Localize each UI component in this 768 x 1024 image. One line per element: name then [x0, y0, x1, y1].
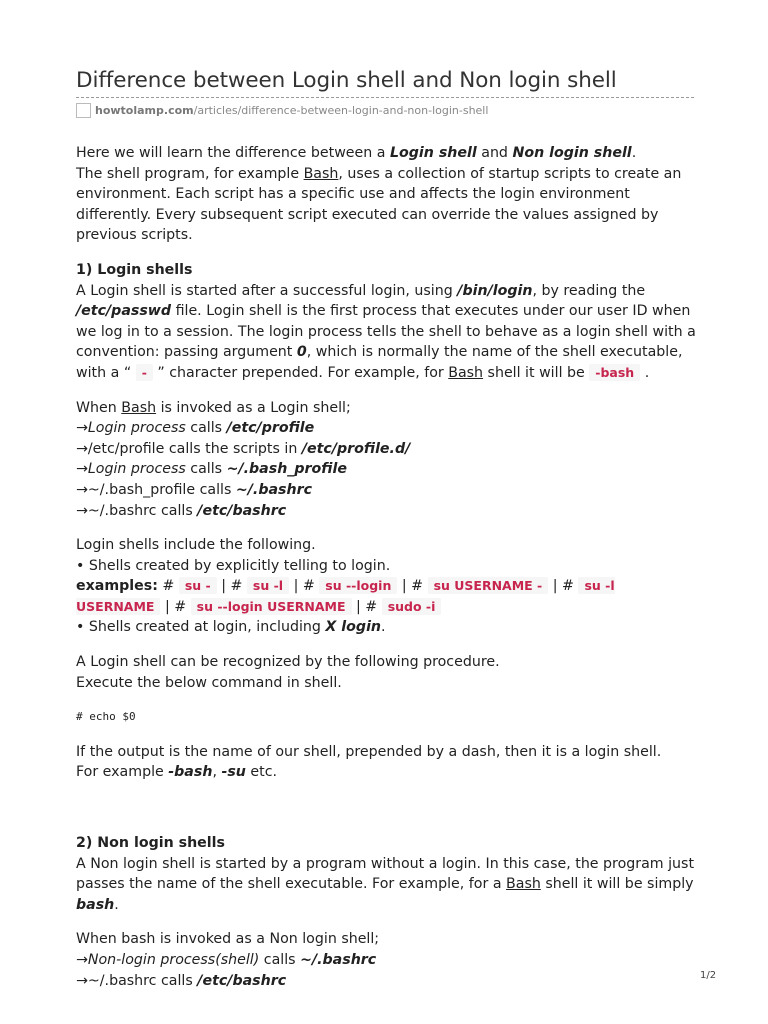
call-chain-4: →~/.bash_profile calls ~/.bashrc [76, 481, 312, 498]
intro-line1: Here we will learn the difference between a Login shell and Non login shell. [76, 145, 637, 161]
bash-link[interactable]: Bash [303, 165, 339, 182]
recognize-line2: Execute the below command in shell. [76, 674, 342, 691]
example-code: su --login [319, 577, 397, 594]
example-code: su -l [247, 577, 289, 594]
source-path: /articles/difference-between-login-and-non-login-shell [193, 103, 489, 117]
nonlogin-chain-1: →Non-login process(shell) calls ~/.bashrc [76, 952, 377, 968]
source-domain: howtolamp.com [95, 103, 194, 117]
example-code: su --login USERNAME [191, 598, 352, 615]
bullet-explicit-login: • Shells created by explicitly telling to login. [76, 557, 391, 574]
call-chain-5: →~/.bashrc calls /etc/bashrc [76, 502, 287, 519]
bash-link[interactable]: Bash [506, 876, 541, 893]
nonlogin-description: A Non login shell is started by a program without a login. In this case, the program just passes the name of the shell executable. For example, for a Bash shell it will be simply bash. [76, 855, 695, 913]
call-chain-2: →/etc/profile calls the scripts in /etc/profile.d/ [76, 440, 411, 457]
login-invoked: When Bash is invoked as a Login shell; [76, 399, 351, 416]
bash-link[interactable]: Bash [121, 399, 157, 416]
echo-command: # echo $0 [76, 710, 136, 724]
intro-line2: The shell program, for example Bash, uses a collection of startup scripts to create an environment. Each script has a specific use and affects the login environment differently. Every subsequent script executed can override the values assigned by previous scripts. [76, 165, 682, 244]
call-chain-1: →Login process calls /etc/profile [76, 420, 315, 437]
example-code: su USERNAME - [428, 577, 549, 594]
login-includes: Login shells include the following. [76, 537, 316, 554]
login-description: A Login shell is started after a successful login, using /bin/login, by reading the /etc/passwd file. Login shell is the first process that executes under our user ID when we log in to a session. The login process tells the shell to behave as a login shell with a convention: passing argument 0, which is normally the name of the shell executable, with a “ - ” character prepended. For example, for Bash shell it will be -bash . [76, 282, 696, 381]
favicon-placeholder [76, 103, 91, 118]
nonlogin-invoked: When bash is invoked as a Non login shell; [76, 931, 380, 948]
example-code: su -l USERNAME [76, 578, 615, 614]
article [76, 66, 696, 991]
examples-line: examples: # su - | # su -l | # su --login | # su USERNAME - | # su -l USERNAME | # su --login USERNAME | # sudo -i [76, 578, 615, 615]
nonlogin-chain-2: →~/.bashrc calls /etc/bashrc [76, 972, 287, 989]
bash-link[interactable]: Bash [448, 364, 484, 381]
section-heading-nonlogin: 2) Non login shells [76, 835, 225, 852]
dash-code: - [136, 364, 153, 381]
output-line2: For example -bash, -su etc. [76, 764, 278, 781]
call-chain-3: →Login process calls ~/.bash_profile [76, 461, 347, 478]
recognize-line1: A Login shell can be recognized by the following procedure. [76, 654, 500, 671]
example-code: sudo -i [382, 598, 442, 615]
title-divider [76, 97, 694, 98]
source-url[interactable] [95, 104, 488, 117]
output-line1: If the output is the name of our shell, prepended by a dash, then it is a login shell. [76, 743, 662, 760]
source-line [76, 101, 696, 119]
bullet-x-login: • Shells created at login, including X login. [76, 619, 386, 636]
example-code: su - [179, 577, 217, 594]
page-title: Difference between Login shell and Non login shell [76, 68, 617, 93]
bash-code: -bash [589, 364, 640, 381]
page-number: 1/2 [700, 970, 717, 981]
section-heading-login: 1) Login shells [76, 261, 193, 278]
